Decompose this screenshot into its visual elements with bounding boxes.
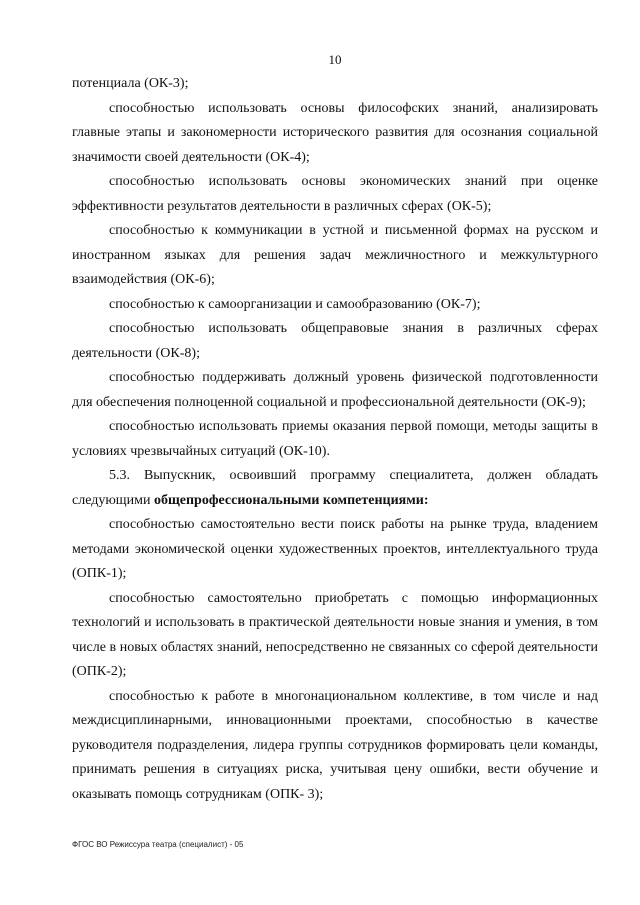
paragraph: потенциала (ОК-3);	[72, 76, 189, 91]
paragraph: способностью использовать основы философских знаний, анализировать главные этапы и закономерности исторического развития для осознания социальной значимости своей деятельности (ОК-4);	[72, 100, 598, 165]
paragraph: способностью поддерживать должный уровень физической подготовленности для обеспечения полноценной социальной и профессиональной деятельности (ОК-9);	[72, 370, 598, 410]
paragraph: способностью самостоятельно приобретать с помощью информационных технологий и использовать в практической деятельности новые знания и умения, в том числе в новых областях знаний, непосредственно не связанных со сферой деятельности (ОПК-2);	[72, 590, 598, 679]
paragraph: способностью использовать приемы оказания первой помощи, методы защиты в условиях чрезвычайных ситуаций (ОК-10).	[72, 419, 598, 459]
body-text	[72, 72, 598, 807]
section-5-3-paragraph	[72, 464, 598, 513]
paragraph: способностью использовать общеправовые знания в различных сферах деятельности (ОК-8);	[72, 321, 598, 361]
section-5-3-bold-term: общепрофессиональными компетенциями:	[153, 492, 429, 508]
paragraph: способностью самостоятельно вести поиск работы на рынке труда, владением методами экономической оценки художественных проектов, интеллектуального труда (ОПК-1);	[72, 517, 598, 581]
paragraph: способностью к самоорганизации и самообразованию (ОК-7);	[109, 296, 481, 312]
paragraph: способностью к коммуникации в устной и письменной формах на русском и иностранном языках для решения задач межличностного и межкультурного взаимодействия (ОК-6);	[72, 223, 598, 287]
paragraph: способностью использовать основы экономических знаний при оценке эффективности результатов деятельности в различных сферах (ОК-5);	[72, 174, 598, 214]
paragraph: способностью к работе в многонациональном коллективе, в том числе и над междисциплинарными, инновационными проектами, способностью в качестве руководителя подразделения, лидера группы сотрудников формировать цели команды, принимать решения в ситуациях риска, учитывая цену ошибки, вести обучение и оказывать помощь сотрудникам (ОПК- 3);	[72, 688, 598, 802]
section-5-3-lead: 5.3. Выпускник, освоивший программу специалитета, должен обладать следующими	[72, 468, 598, 508]
page-number: 10	[328, 52, 342, 67]
footer-text: ФГОС ВО Режиссура театра (специалист) - 05	[72, 840, 244, 849]
